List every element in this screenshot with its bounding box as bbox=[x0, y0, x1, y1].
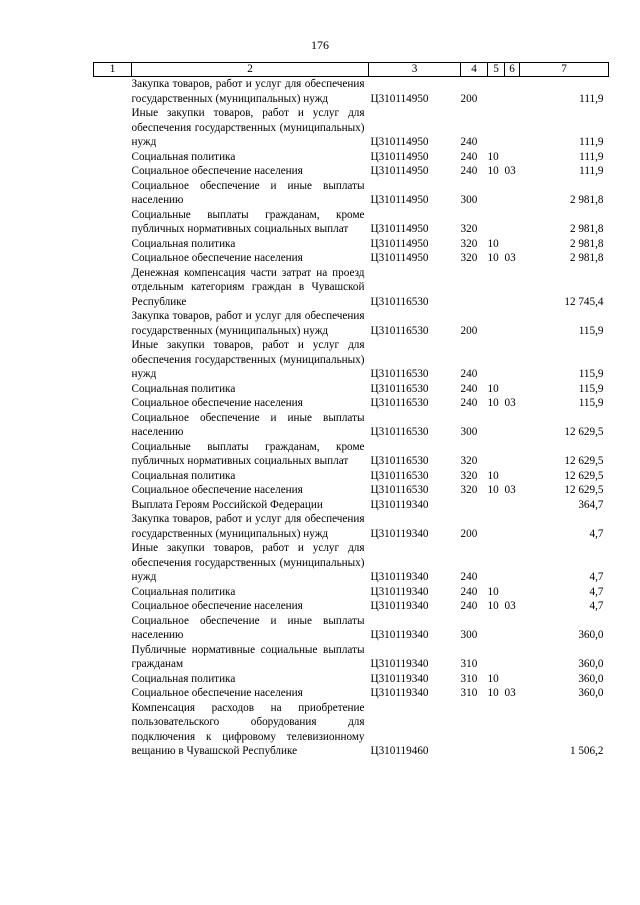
row-pr bbox=[505, 150, 520, 165]
row-name: Денежная компенсация части затрат на проезд отдельным категориям граждан в Чувашской Республике bbox=[131, 266, 365, 308]
table-header-row bbox=[94, 63, 609, 77]
row-name: Иные закупки товаров, работ и услуг для обеспечения государственных (муниципальных) нужд bbox=[131, 339, 365, 380]
row-vr: 240 bbox=[460, 397, 478, 409]
row-rz bbox=[488, 701, 505, 759]
row-value: 12 629,5 bbox=[564, 426, 604, 438]
row-name: Иные закупки товаров, работ и услуг для обеспечения государственных (муниципальных) нужд bbox=[131, 542, 365, 583]
row-rz bbox=[488, 106, 505, 150]
row-name: Социальное обеспечение населения bbox=[131, 484, 303, 496]
table-row bbox=[94, 686, 609, 701]
row-code: Ц310116530 bbox=[370, 397, 429, 409]
row-code: Ц310119340 bbox=[370, 571, 429, 583]
row-code: Ц310119340 bbox=[370, 629, 429, 641]
blank-cell bbox=[94, 585, 132, 600]
blank-cell bbox=[94, 440, 132, 469]
row-pr: 03 bbox=[504, 484, 516, 496]
row-name: Социальное обеспечение и иные выплаты населению bbox=[131, 614, 365, 641]
table-row bbox=[94, 179, 609, 208]
table-row bbox=[94, 164, 609, 179]
row-code: Ц310119340 bbox=[370, 687, 429, 699]
table-row bbox=[94, 251, 609, 266]
row-vr: 200 bbox=[460, 324, 478, 337]
row-vr: 320 bbox=[460, 469, 478, 482]
row-pr: 03 bbox=[504, 252, 516, 264]
row-rz bbox=[488, 179, 505, 208]
table-body bbox=[94, 77, 609, 759]
row-name: Социальная политика bbox=[131, 672, 236, 685]
row-code: Ц310114950 bbox=[370, 223, 429, 235]
row-vr bbox=[461, 266, 488, 310]
row-pr: 03 bbox=[504, 165, 516, 177]
row-pr bbox=[505, 512, 520, 541]
row-code: Ц310114950 bbox=[370, 237, 429, 250]
row-pr bbox=[505, 498, 520, 513]
row-pr: 03 bbox=[504, 687, 516, 699]
row-value: 2 981,8 bbox=[569, 194, 604, 206]
row-rz bbox=[488, 266, 505, 310]
budget-table bbox=[93, 62, 609, 759]
table-row bbox=[94, 599, 609, 614]
blank-cell bbox=[94, 599, 132, 614]
table-row bbox=[94, 382, 609, 397]
row-code: Ц310116530 bbox=[370, 368, 429, 380]
table-row bbox=[94, 483, 609, 498]
table-row bbox=[94, 208, 609, 237]
table-row bbox=[94, 237, 609, 252]
blank-cell bbox=[94, 179, 132, 208]
row-value: 2 981,8 bbox=[569, 237, 604, 250]
row-vr: 300 bbox=[460, 426, 478, 438]
table-row bbox=[94, 498, 609, 513]
row-value: 111,9 bbox=[579, 136, 604, 148]
table-row bbox=[94, 469, 609, 484]
row-code: Ц310119340 bbox=[370, 527, 429, 540]
row-vr: 240 bbox=[460, 136, 478, 148]
blank-cell bbox=[94, 77, 132, 107]
blank-cell bbox=[94, 251, 132, 266]
table-row bbox=[94, 150, 609, 165]
row-code: Ц310119340 bbox=[370, 658, 429, 670]
row-pr bbox=[505, 106, 520, 150]
row-pr: 03 bbox=[504, 600, 516, 612]
row-pr bbox=[505, 614, 520, 643]
table-row bbox=[94, 541, 609, 585]
row-rz: 10 bbox=[487, 600, 499, 612]
row-pr: 03 bbox=[504, 397, 516, 409]
row-vr: 240 bbox=[460, 150, 478, 163]
row-value: 115,9 bbox=[578, 368, 604, 380]
row-rz bbox=[488, 498, 505, 513]
row-vr: 320 bbox=[460, 252, 478, 264]
row-code: Ц310116530 bbox=[370, 382, 429, 395]
blank-cell bbox=[94, 150, 132, 165]
row-name: Социальная политика bbox=[131, 237, 236, 250]
blank-cell bbox=[94, 266, 132, 310]
row-vr: 320 bbox=[460, 455, 478, 467]
row-vr: 240 bbox=[460, 165, 478, 177]
row-name: Иные закупки товаров, работ и услуг для обеспечения государственных (муниципальных) нужд bbox=[131, 107, 365, 148]
row-name: Социальные выплаты гражданам, кроме публичных нормативных социальных выплат bbox=[131, 208, 365, 235]
table-row bbox=[94, 614, 609, 643]
row-vr: 320 bbox=[460, 237, 478, 250]
row-name: Социальное обеспечение населения bbox=[131, 397, 303, 409]
row-pr bbox=[505, 382, 520, 397]
row-value: 2 981,8 bbox=[569, 252, 604, 264]
row-pr bbox=[505, 309, 520, 338]
row-name: Закупка товаров, работ и услуг для обеспечения государственных (муниципальных) нужд bbox=[131, 310, 365, 337]
row-code: Ц310114950 bbox=[370, 150, 429, 163]
row-code: Ц310119340 bbox=[370, 600, 429, 612]
row-value: 115,9 bbox=[578, 382, 604, 395]
blank-cell bbox=[94, 469, 132, 484]
row-vr: 310 bbox=[460, 658, 478, 670]
table-row bbox=[94, 106, 609, 150]
row-rz: 10 bbox=[487, 165, 499, 177]
blank-cell bbox=[94, 672, 132, 687]
row-rz bbox=[488, 643, 505, 672]
blank-cell bbox=[94, 643, 132, 672]
row-rz bbox=[488, 614, 505, 643]
table-row bbox=[94, 77, 609, 107]
row-value: 111,9 bbox=[579, 165, 604, 177]
row-value: 111,9 bbox=[579, 150, 604, 163]
row-code: Ц310116530 bbox=[370, 324, 429, 337]
row-rz bbox=[488, 77, 505, 107]
row-vr: 240 bbox=[460, 382, 478, 395]
row-pr bbox=[505, 338, 520, 382]
row-rz: 10 bbox=[487, 585, 499, 598]
row-code: Ц310114950 bbox=[370, 165, 429, 177]
blank-cell bbox=[94, 541, 132, 585]
row-rz: 10 bbox=[487, 672, 499, 685]
blank-cell bbox=[94, 512, 132, 541]
row-vr: 300 bbox=[460, 629, 478, 641]
row-value: 2 981,8 bbox=[569, 223, 604, 235]
row-vr: 200 bbox=[460, 92, 478, 105]
row-pr bbox=[505, 411, 520, 440]
row-pr bbox=[505, 266, 520, 310]
row-rz bbox=[488, 512, 505, 541]
blank-cell bbox=[94, 686, 132, 701]
row-rz: 10 bbox=[487, 252, 499, 264]
row-name: Закупка товаров, работ и услуг для обеспечения государственных (муниципальных) нужд bbox=[131, 513, 365, 540]
row-value: 364,7 bbox=[578, 498, 604, 511]
row-code: Ц310114950 bbox=[370, 194, 429, 206]
blank-cell bbox=[94, 309, 132, 338]
row-code: Ц310119460 bbox=[370, 745, 429, 757]
column-header: 3 bbox=[369, 63, 461, 77]
blank-cell bbox=[94, 106, 132, 150]
row-rz: 10 bbox=[487, 469, 499, 482]
row-name: Выплата Героям Российской Федерации bbox=[131, 498, 323, 511]
page-number: 176 bbox=[311, 38, 329, 52]
table-row bbox=[94, 309, 609, 338]
row-name: Компенсация расходов на приобретение пользовательского оборудования для подключения к цифровому телевизионному вещанию в Чувашской Республике bbox=[131, 701, 365, 757]
row-rz bbox=[488, 208, 505, 237]
table-row bbox=[94, 701, 609, 759]
blank-cell bbox=[94, 411, 132, 440]
row-value: 360,0 bbox=[578, 687, 604, 699]
row-rz bbox=[488, 338, 505, 382]
row-value: 12 629,5 bbox=[564, 484, 604, 496]
row-pr bbox=[505, 672, 520, 687]
row-vr bbox=[461, 498, 488, 513]
blank-cell bbox=[94, 396, 132, 411]
row-value: 115,9 bbox=[578, 397, 604, 409]
blank-cell bbox=[94, 614, 132, 643]
row-rz: 10 bbox=[487, 687, 499, 699]
row-rz: 10 bbox=[487, 382, 499, 395]
row-code: Ц310114950 bbox=[370, 252, 429, 264]
blank-cell bbox=[94, 237, 132, 252]
row-vr: 240 bbox=[460, 368, 478, 380]
blank-cell bbox=[94, 483, 132, 498]
table-row bbox=[94, 411, 609, 440]
row-rz bbox=[488, 411, 505, 440]
row-code: Ц310119340 bbox=[370, 672, 429, 685]
table-row bbox=[94, 396, 609, 411]
row-code: Ц310114950 bbox=[370, 92, 429, 105]
row-name: Социальное обеспечение населения bbox=[131, 600, 303, 612]
table-row bbox=[94, 585, 609, 600]
row-name: Социальная политика bbox=[131, 150, 236, 163]
row-value: 111,9 bbox=[579, 92, 604, 105]
row-vr: 320 bbox=[460, 484, 478, 496]
row-value: 4,7 bbox=[589, 600, 604, 612]
row-pr bbox=[505, 585, 520, 600]
row-value: 4,7 bbox=[589, 571, 604, 583]
row-vr: 240 bbox=[460, 585, 478, 598]
row-name: Закупка товаров, работ и услуг для обеспечения государственных (муниципальных) нужд bbox=[131, 78, 365, 105]
row-value: 12 629,5 bbox=[564, 455, 604, 467]
column-header: 5 bbox=[488, 63, 505, 77]
row-vr: 200 bbox=[460, 527, 478, 540]
column-header: 4 bbox=[461, 63, 488, 77]
blank-cell bbox=[94, 164, 132, 179]
row-name: Социальное обеспечение и иные выплаты населению bbox=[131, 411, 365, 438]
table-row bbox=[94, 512, 609, 541]
row-pr bbox=[505, 701, 520, 759]
row-name: Социальная политика bbox=[131, 382, 236, 395]
table-row bbox=[94, 440, 609, 469]
row-vr: 300 bbox=[460, 194, 478, 206]
row-vr: 310 bbox=[460, 672, 478, 685]
row-code: Ц310116530 bbox=[370, 469, 429, 482]
row-code: Ц310114950 bbox=[370, 136, 429, 148]
row-value: 1 506,2 bbox=[569, 745, 604, 757]
row-name: Социальные выплаты гражданам, кроме публичных нормативных социальных выплат bbox=[131, 440, 365, 467]
column-header: 7 bbox=[520, 63, 609, 77]
row-code: Ц310116530 bbox=[370, 455, 429, 467]
row-rz: 10 bbox=[487, 150, 499, 163]
table-row bbox=[94, 266, 609, 310]
row-rz: 10 bbox=[487, 397, 499, 409]
row-vr: 310 bbox=[460, 687, 478, 699]
row-rz: 10 bbox=[487, 237, 499, 250]
row-value: 12 745,4 bbox=[564, 295, 604, 308]
row-rz bbox=[488, 541, 505, 585]
row-pr bbox=[505, 77, 520, 107]
blank-cell bbox=[94, 382, 132, 397]
row-pr bbox=[505, 440, 520, 469]
table-row bbox=[94, 643, 609, 672]
row-rz: 10 bbox=[487, 484, 499, 496]
column-header: 2 bbox=[132, 63, 369, 77]
table-row bbox=[94, 338, 609, 382]
row-name: Социальное обеспечение населения bbox=[131, 687, 303, 699]
blank-cell bbox=[94, 338, 132, 382]
row-code: Ц310116530 bbox=[370, 295, 429, 308]
blank-cell bbox=[94, 498, 132, 513]
row-name: Социальное обеспечение и иные выплаты населению bbox=[131, 179, 365, 206]
row-name: Социальная политика bbox=[131, 585, 236, 598]
blank-cell bbox=[94, 208, 132, 237]
row-rz bbox=[488, 309, 505, 338]
row-vr: 240 bbox=[460, 600, 478, 612]
column-header: 1 bbox=[94, 63, 132, 77]
row-name: Публичные нормативные социальные выплаты гражданам bbox=[131, 643, 365, 670]
row-pr bbox=[505, 237, 520, 252]
row-rz bbox=[488, 440, 505, 469]
row-name: Социальное обеспечение населения bbox=[131, 252, 303, 264]
row-vr: 320 bbox=[460, 223, 478, 235]
row-vr: 240 bbox=[460, 571, 478, 583]
row-value: 12 629,5 bbox=[564, 469, 604, 482]
row-name: Социальная политика bbox=[131, 469, 236, 482]
row-code: Ц310116530 bbox=[370, 426, 429, 438]
row-value: 360,0 bbox=[578, 658, 604, 670]
blank-cell bbox=[94, 701, 132, 759]
row-code: Ц310116530 bbox=[370, 484, 429, 496]
row-pr bbox=[505, 179, 520, 208]
row-value: 4,7 bbox=[589, 585, 604, 598]
row-value: 4,7 bbox=[589, 527, 604, 540]
row-value: 115,9 bbox=[578, 324, 604, 337]
row-pr bbox=[505, 208, 520, 237]
row-pr bbox=[505, 541, 520, 585]
row-code: Ц310119340 bbox=[370, 498, 429, 511]
table-row bbox=[94, 672, 609, 687]
row-name: Социальное обеспечение населения bbox=[131, 165, 303, 177]
row-value: 360,0 bbox=[578, 672, 604, 685]
column-header: 6 bbox=[505, 63, 520, 77]
row-pr bbox=[505, 643, 520, 672]
row-value: 360,0 bbox=[578, 629, 604, 641]
row-pr bbox=[505, 469, 520, 484]
row-vr bbox=[461, 701, 488, 759]
row-code: Ц310119340 bbox=[370, 585, 429, 598]
